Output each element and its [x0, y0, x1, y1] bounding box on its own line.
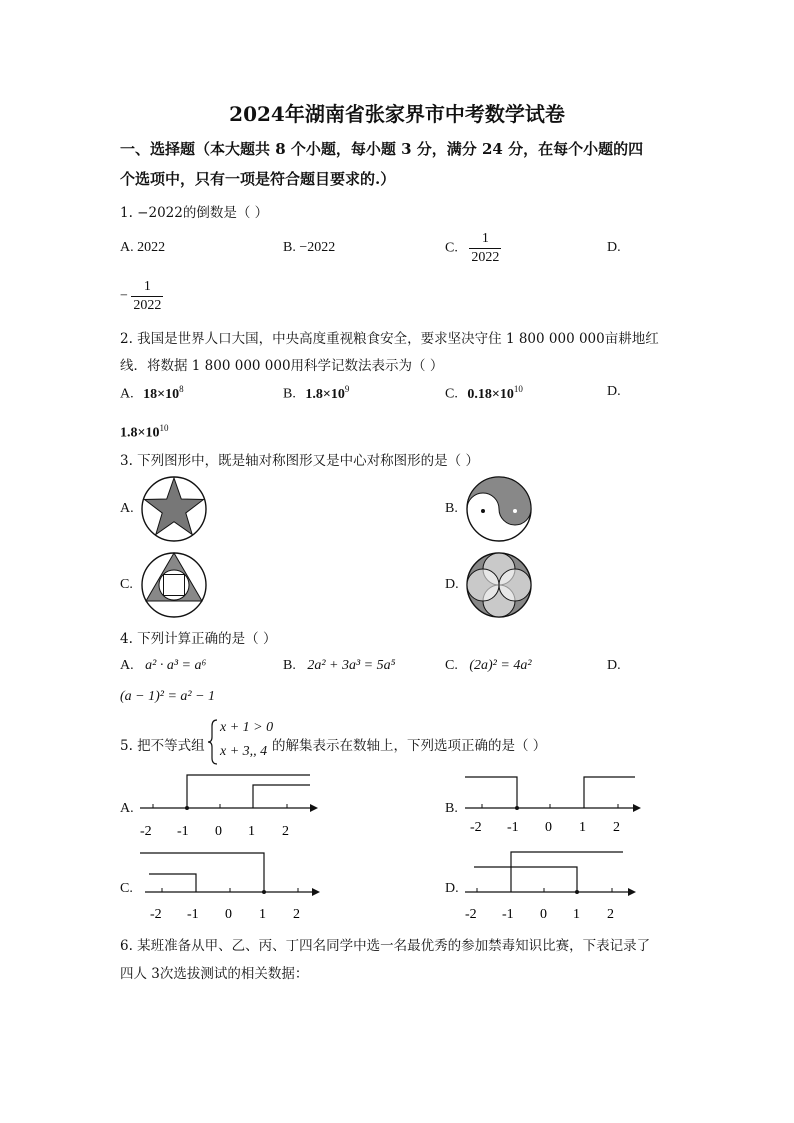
q5-option-d-label[interactable]: D. — [445, 881, 459, 896]
tick-label: 0 — [225, 907, 232, 922]
q4-c-label: C. — [445, 658, 458, 673]
tick-label: -2 — [140, 824, 152, 839]
q3-stem: 3. 下列图形中，既是轴对称图形又是中心对称图形的是（ ） — [120, 453, 479, 469]
tick-label: 1 — [259, 907, 266, 922]
q5-numberline-c[interactable] — [135, 848, 320, 922]
q2-option-d-label[interactable]: D. — [607, 384, 621, 399]
tick-label: 2 — [282, 824, 289, 839]
q4-option-d-label[interactable]: D. — [607, 658, 621, 673]
q4-a-expr: a² · a³ = a⁶ — [145, 658, 207, 673]
q2-c-exp: 10 — [513, 384, 523, 394]
q6-stem-line-1: 6. 某班准备从甲、乙、丙、丁四名同学中选一名最优秀的参加禁毒知识比赛，下表记录了 — [120, 938, 651, 954]
tick-label: -2 — [150, 907, 162, 922]
q1-option-b[interactable]: B. −2022 — [283, 240, 336, 255]
q3-figure-triangle-square[interactable] — [139, 550, 209, 620]
brace-icon — [207, 718, 219, 766]
q5-option-a-label[interactable]: A. — [120, 801, 134, 816]
q2-d-exp: 10 — [159, 423, 169, 433]
q1-option-a[interactable]: A. 2022 — [120, 240, 166, 255]
q4-d-expr: (a − 1)² = a² − 1 — [120, 689, 216, 704]
q3-option-d-label[interactable]: D. — [445, 577, 459, 592]
q1-option-c-label: C. — [445, 240, 458, 256]
section-heading — [120, 136, 643, 192]
q5-numberline-d[interactable] — [460, 848, 645, 922]
square-shape — [164, 575, 185, 596]
q4-option-d-value — [120, 689, 215, 705]
tick-label: 2 — [607, 907, 614, 922]
q5-inequality-1 — [220, 720, 273, 736]
axis-arrow — [628, 888, 636, 896]
q3-figure-yin-yang[interactable] — [464, 474, 534, 544]
tick-label: 1 — [248, 824, 255, 839]
q2-stem-line-1: 2. 我国是世界人口大国，中央高度重视粮食安全，要求坚决守住 1 800 000 000亩耕地红 — [120, 331, 659, 347]
interval-line-upper — [140, 853, 264, 892]
q1-option-c[interactable] — [445, 230, 501, 267]
interval-line-lower — [149, 874, 196, 892]
q4-stem: 4. 下列计算正确的是（ ） — [120, 631, 277, 647]
q5-stem-pre: 5. 把不等式组 — [120, 738, 205, 754]
q4-a-label: A. — [120, 658, 134, 673]
q4-c-expr: (2a)² = 4a² — [469, 658, 532, 673]
tick-label: -1 — [187, 907, 199, 922]
q1-option-d-label[interactable]: D. — [607, 240, 621, 255]
q3-figure-four-petals[interactable] — [464, 550, 534, 620]
q5-stem-post: 的解集表示在数轴上，下列选项正确的是（ ） — [272, 738, 547, 754]
q2-option-a[interactable] — [120, 384, 184, 403]
tick-label: 2 — [293, 907, 300, 922]
q3-option-b-label[interactable]: B. — [445, 501, 458, 516]
q5-option-b-label[interactable]: B. — [445, 801, 458, 816]
tick-label: -2 — [465, 907, 477, 922]
interval-line-lower — [253, 785, 310, 808]
q5-ineq1-text: x + 1 > 0 — [220, 720, 274, 735]
tick-label: 0 — [215, 824, 222, 839]
interval-line-left — [465, 777, 517, 808]
q5-inequality-2 — [220, 744, 267, 760]
q4-b-label: B. — [283, 658, 296, 673]
q1-d-denominator: 2022 — [133, 298, 162, 313]
q1-stem: 1. −2022的倒数是（ ） — [120, 205, 269, 221]
q1-d-numerator: 1 — [131, 278, 163, 297]
axis-arrow — [312, 888, 320, 896]
q4-option-a[interactable] — [120, 658, 206, 674]
q2-option-d-value — [120, 423, 168, 442]
petal-left — [467, 569, 499, 601]
q5-numberline-a[interactable] — [135, 768, 320, 840]
interval-line-upper — [511, 852, 623, 892]
tick-label: -2 — [470, 820, 482, 835]
axis-arrow — [633, 804, 641, 812]
q5-option-c-label[interactable]: C. — [120, 881, 133, 896]
interval-line-upper — [187, 775, 310, 808]
q2-b-exp: 9 — [344, 384, 350, 394]
interval-line-right — [584, 777, 635, 808]
axis-arrow — [310, 804, 318, 812]
q1-option-c-fraction — [469, 230, 501, 267]
q2-a-base: 18×10 — [143, 386, 180, 402]
q3-option-a-label[interactable]: A. — [120, 501, 134, 516]
section-heading-line-1: 一、选择题（本大题共 8 个小题，每小题 3 分，满分 24 分，在每个小题的四 — [120, 140, 644, 158]
yin-yang-dot-right — [513, 509, 517, 513]
tick-label: -1 — [507, 820, 519, 835]
q2-b-base: 1.8×10 — [305, 386, 345, 402]
q1-c-denominator: 2022 — [471, 250, 500, 265]
q5-numberline-b[interactable] — [460, 768, 645, 840]
q2-option-b[interactable] — [283, 384, 349, 403]
q2-c-base: 0.18×10 — [467, 386, 514, 402]
q2-b-label: B. — [283, 386, 296, 402]
q6-stem-line-2: 四人 3次选拔测试的相关数据： — [120, 966, 309, 982]
interval-line-lower — [474, 867, 577, 892]
q5-ineq2-text: x + 3,, 4 — [220, 744, 268, 759]
q3-figure-star-in-circle[interactable] — [139, 474, 209, 544]
tick-label: -1 — [177, 824, 189, 839]
q1-c-numerator: 1 — [469, 230, 501, 249]
q3-option-c-label[interactable]: C. — [120, 577, 133, 592]
tick-label: 1 — [573, 907, 580, 922]
q2-stem-line-2: 线．将数据 1 800 000 000用科学记数法表示为（ ） — [120, 358, 444, 374]
tick-label: 0 — [540, 907, 547, 922]
q1-d-sign: − — [120, 288, 128, 304]
q2-a-label: A. — [120, 386, 134, 402]
tick-label: -1 — [502, 907, 514, 922]
q4-option-b[interactable] — [283, 658, 396, 674]
q2-c-label: C. — [445, 386, 458, 402]
q2-d-base: 1.8×10 — [120, 425, 160, 441]
q4-b-expr: 2a² + 3a³ = 5a⁵ — [307, 658, 396, 673]
q1-option-d-value — [120, 278, 163, 315]
petal-right — [499, 569, 531, 601]
section-heading-line-2: 个选项中，只有一项是符合题目要求的.） — [120, 170, 396, 188]
q1-option-d-fraction — [131, 278, 163, 315]
exam-title: 2024年湖南省张家界市中考数学试卷 — [229, 102, 565, 126]
yin-yang-dot-left — [481, 509, 485, 513]
tick-label: 2 — [613, 820, 620, 835]
tick-label: 0 — [545, 820, 552, 835]
q4-option-c[interactable] — [445, 658, 532, 674]
q2-option-c[interactable] — [445, 384, 523, 403]
tick-label: 1 — [579, 820, 586, 835]
q2-a-exp: 8 — [179, 384, 184, 394]
